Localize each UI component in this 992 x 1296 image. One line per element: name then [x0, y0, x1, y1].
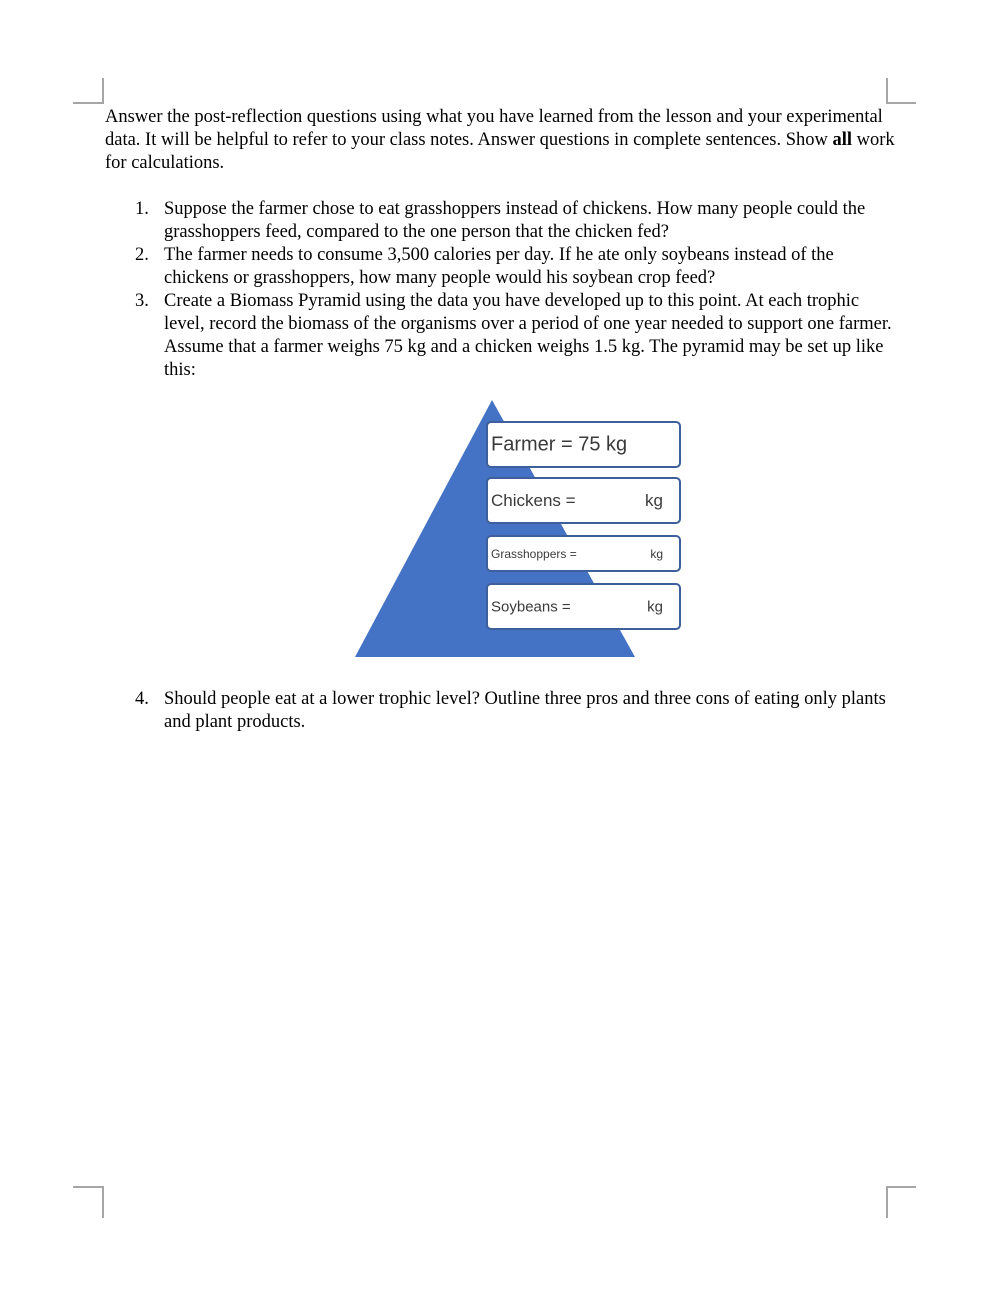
level-soybeans — [486, 583, 681, 630]
question-text: Create a Biomass Pyramid using the data you have developed up to this point. At each trophic level, record the biomass of the organisms over a period of one year needed to support one farmer. Assume that a farmer weighs 75 kg and a chicken weighs 1.5 kg. The pyramid may be set up like this: — [164, 291, 892, 380]
question-item — [105, 290, 895, 382]
level-unit: kg — [645, 490, 663, 510]
crop-mark-bottom-right — [886, 1186, 916, 1218]
level-unit: kg — [647, 598, 663, 615]
question-text: The farmer needs to consume 3,500 calories per day. If he ate only soybeans instead of the chickens or grasshoppers, how many people would his soybean crop feed? — [164, 245, 834, 288]
level-label: Chickens = — [491, 490, 576, 510]
biomass-pyramid — [350, 395, 690, 665]
intro-paragraph — [105, 106, 895, 175]
question-number: 3. — [135, 291, 149, 311]
level-label: Grasshoppers = — [491, 546, 577, 561]
crop-mark-top-left — [73, 78, 104, 104]
question-number: 4. — [135, 689, 149, 709]
question-list — [105, 198, 895, 382]
question-item — [105, 198, 895, 244]
intro-text: Answer the post-reflection questions using what you have learned from the lesson and your experimental data. It will be helpful to refer to your class notes. Answer questions in complete sentences. Show — [105, 107, 883, 150]
question-number: 1. — [135, 199, 149, 219]
level-label: Soybeans = — [491, 598, 571, 615]
level-label: Farmer = 75 kg — [491, 433, 628, 455]
question-item — [105, 688, 895, 734]
question-list-continued — [105, 688, 895, 734]
question-item — [105, 244, 895, 290]
level-farmer — [486, 421, 681, 468]
level-chickens — [486, 477, 681, 524]
question-number: 2. — [135, 245, 149, 265]
intro-bold: all — [832, 130, 853, 150]
level-unit: kg — [650, 546, 663, 561]
intro-text-end: work for calculations. — [105, 130, 895, 173]
level-grasshoppers — [486, 535, 681, 572]
question-text: Suppose the farmer chose to eat grasshoppers instead of chickens. How many people could the grasshoppers feed, compared to the one person that the chicken fed? — [164, 199, 866, 242]
crop-mark-bottom-left — [73, 1186, 104, 1218]
crop-mark-top-right — [886, 78, 916, 104]
question-text: Should people eat at a lower trophic level? Outline three pros and three cons of eating only plants and plant products. — [164, 689, 886, 732]
